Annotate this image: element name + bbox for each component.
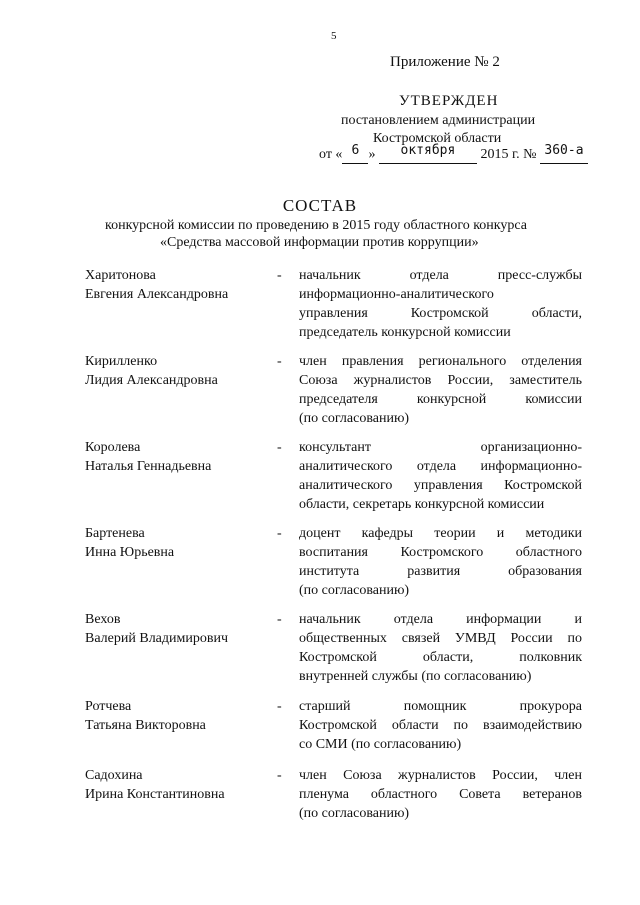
member-surname: Садохина xyxy=(85,768,143,783)
member-role-line: управления Костромской области, xyxy=(299,306,582,321)
member-role-line: председателя конкурсной комиссии xyxy=(299,392,582,407)
member-dash: - xyxy=(277,354,282,369)
member-role xyxy=(299,610,582,686)
member-role xyxy=(299,697,582,754)
approval-line-1: постановлением администрации xyxy=(341,113,536,128)
member-surname: Харитонова xyxy=(85,268,156,283)
member-dash: - xyxy=(277,612,282,627)
member-role-line: начальник отдела информации и xyxy=(299,612,582,627)
member-role-line: (по согласованию) xyxy=(299,583,410,598)
member-role-line: Костромской области, полковник xyxy=(299,650,582,665)
member-surname: Вехов xyxy=(85,612,121,627)
appendix-label: Приложение № 2 xyxy=(390,54,500,70)
member-role-line: Союза журналистов России, заместитель xyxy=(299,373,582,388)
date-day: 6 xyxy=(351,143,360,158)
member-role-line: внутренней службы (по согласованию) xyxy=(299,669,532,684)
member-surname: Кирилленко xyxy=(85,354,158,369)
member-name xyxy=(85,524,174,562)
doc-number-field xyxy=(540,143,588,164)
date-year-label: 2015 г. № xyxy=(480,147,537,162)
member-given-names: Валерий Владимирович xyxy=(85,631,229,646)
member-role-line: Костромской области по взаимодействию xyxy=(299,718,582,733)
date-day-field xyxy=(342,143,368,164)
member-role-line: доцент кафедры теории и методики xyxy=(299,526,582,541)
member-role-line: пленума областного Совета ветеранов xyxy=(299,787,582,802)
member-role xyxy=(299,766,582,823)
member-name xyxy=(85,352,218,390)
member-role-line: (по согласованию) xyxy=(299,806,410,821)
member-role-line: области, секретарь конкурсной комиссии xyxy=(299,497,545,512)
member-given-names: Инна Юрьевна xyxy=(85,545,175,560)
member-given-names: Евгения Александровна xyxy=(85,287,229,302)
member-name xyxy=(85,610,228,648)
page-number: 5 xyxy=(331,30,337,42)
member-role-line: института развития образования xyxy=(299,564,582,579)
date-month: октября xyxy=(400,143,456,158)
member-dash: - xyxy=(277,699,282,714)
member-role-line: член правления регионального отделения xyxy=(299,354,582,369)
document-subtitle-1: конкурсной комиссии по проведению в 2015 году областного конкурса xyxy=(105,218,527,233)
approval-date-line xyxy=(319,143,588,164)
member-role-line: член Союза журналистов России, член xyxy=(299,768,582,783)
member-surname: Ротчева xyxy=(85,699,132,714)
member-role-line: председатель конкурсной комиссии xyxy=(299,325,511,340)
member-role-line: начальник отдела пресс-службы xyxy=(299,268,582,283)
member-role-line: общественных связей УМВД России по xyxy=(299,631,582,646)
date-prefix: от « xyxy=(319,147,343,162)
member-given-names: Наталья Геннадьевна xyxy=(85,459,212,474)
document-title: СОСТАВ xyxy=(282,196,358,215)
member-surname: Королева xyxy=(85,440,141,455)
member-role-line: (по согласованию) xyxy=(299,411,410,426)
date-mid: » xyxy=(368,147,376,162)
member-role-line: консультант организационно- xyxy=(299,440,582,455)
member-role xyxy=(299,438,582,514)
member-role-line: старший помощник прокурора xyxy=(299,699,582,714)
doc-number: 360-а xyxy=(544,143,584,158)
approval-line-2: Костромской области xyxy=(373,131,502,146)
member-dash: - xyxy=(277,768,282,783)
approval-heading: УТВЕРЖДЕН xyxy=(399,93,499,109)
member-role xyxy=(299,266,582,342)
member-name xyxy=(85,438,211,476)
member-role xyxy=(299,524,582,600)
member-dash: - xyxy=(277,440,282,455)
member-surname: Бартенева xyxy=(85,526,145,541)
member-name xyxy=(85,266,228,304)
member-given-names: Лидия Александровна xyxy=(85,373,218,388)
member-name xyxy=(85,766,225,804)
member-given-names: Татьяна Викторовна xyxy=(85,718,206,733)
member-given-names: Ирина Константиновна xyxy=(85,787,225,802)
date-month-field xyxy=(379,143,477,164)
member-name xyxy=(85,697,206,735)
member-role xyxy=(299,352,582,428)
member-dash: - xyxy=(277,268,282,283)
member-role-line: со СМИ (по согласованию) xyxy=(299,737,462,752)
member-role-line: аналитического управления Костромской xyxy=(299,478,582,493)
document-subtitle-2: «Средства массовой информации против коррупции» xyxy=(160,235,479,250)
member-dash: - xyxy=(277,526,282,541)
member-role-line: информационно-аналитического xyxy=(299,287,494,302)
member-role-line: воспитания Костромского областного xyxy=(299,545,582,560)
member-role-line: аналитического отдела информационно- xyxy=(299,459,582,474)
